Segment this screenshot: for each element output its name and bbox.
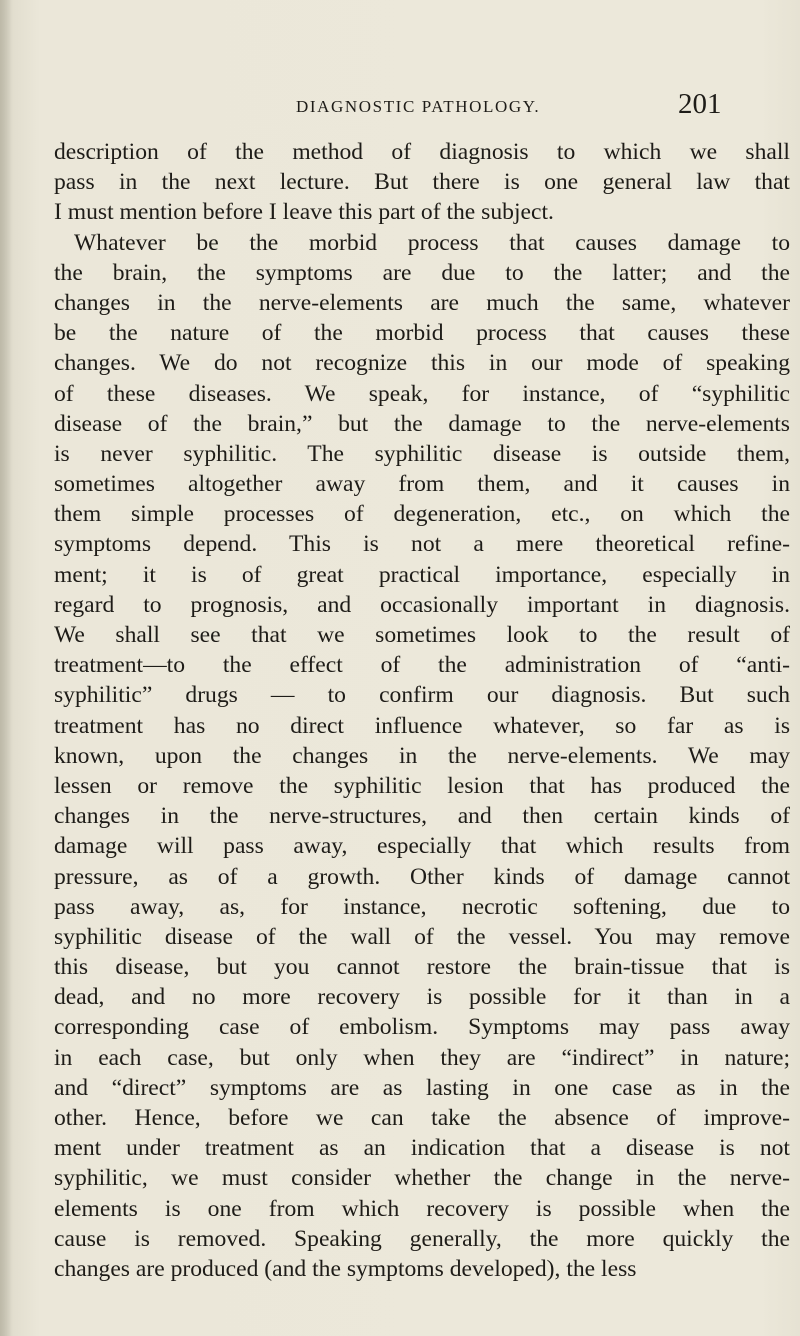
text-line: treatment—to the effect of the administration of “anti- [54, 652, 790, 679]
text-line: ment; it is of great practical importance, especially in [54, 561, 790, 588]
text-line: damage will pass away, especially that which results from [54, 833, 790, 860]
running-head [0, 88, 800, 128]
text-line: cause is removed. Speaking generally, the more quickly the [54, 1225, 790, 1252]
text-line: symptoms depend. This is not a mere theoretical refine- [54, 531, 790, 558]
text-line: We shall see that we sometimes look to the result of [54, 622, 790, 648]
text-line: them simple processes of degeneration, etc., on which the [54, 501, 790, 528]
text-line: pressure, as of a growth. Other kinds of damage cannot [54, 863, 790, 890]
text-line: syphilitic disease of the wall of the vessel. You may remove [54, 923, 790, 950]
text-line: I must mention before I leave this part of the subject. [54, 199, 554, 226]
page-number: 201 [678, 88, 722, 120]
text-line: changes in the nerve-elements are much the same, whatever [54, 289, 790, 316]
text-line: pass away, as, for instance, necrotic softening, due to [54, 893, 790, 920]
text-line: in each case, but only when they are “indirect” in nature; [54, 1044, 790, 1071]
text-line: the brain, the symptoms are due to the latter; and the [54, 259, 790, 286]
text-line: description of the method of diagnosis to which we shall [54, 139, 790, 165]
text-line: ment under treatment as an indication that a disease is not [54, 1135, 790, 1162]
text-line: Whatever be the morbid process that causes damage to [74, 229, 790, 256]
text-line: syphilitic” drugs — to confirm our diagnosis. But such [54, 682, 790, 709]
text-line: sometimes altogether away from them, and it causes in [54, 471, 790, 498]
text-line: elements is one from which recovery is possible when the [54, 1195, 790, 1222]
text-line: lessen or remove the syphilitic lesion that has produced the [54, 772, 790, 799]
running-title: DIAGNOSTIC PATHOLOGY. [296, 97, 541, 116]
text-line: be the nature of the morbid process that causes these [54, 320, 790, 347]
body-text [54, 137, 790, 1284]
spine-shadow [0, 0, 12, 1336]
text-line: and “direct” symptoms are as lasting in one case as in the [54, 1074, 790, 1101]
text-line: of these diseases. We speak, for instance, of “syphilitic [54, 380, 790, 407]
text-line: treatment has no direct influence whatever, so far as is [54, 712, 790, 739]
text-line: changes are produced (and the symptoms developed), the less [54, 1255, 637, 1282]
text-line: disease of the brain,” but the damage to the nerve-elements [54, 410, 790, 437]
text-line: is never syphilitic. The syphilitic disease is outside them, [54, 440, 790, 467]
text-line: changes in the nerve-structures, and then certain kinds of [54, 803, 790, 830]
text-line: regard to prognosis, and occasionally important in diagnosis. [54, 591, 790, 618]
text-line: corresponding case of embolism. Symptoms may pass away [54, 1014, 790, 1041]
text-line: other. Hence, before we can take the absence of improve- [54, 1105, 790, 1131]
text-line: syphilitic, we must consider whether the change in the nerve- [54, 1165, 790, 1192]
text-line: pass in the next lecture. But there is one general law that [54, 169, 790, 196]
text-line: dead, and no more recovery is possible for it than in a [54, 984, 790, 1011]
text-line: changes. We do not recognize this in our mode of speaking [54, 350, 790, 377]
text-line: this disease, but you cannot restore the brain-tissue that is [54, 954, 790, 981]
text-line: known, upon the changes in the nerve-elements. We may [54, 742, 790, 769]
